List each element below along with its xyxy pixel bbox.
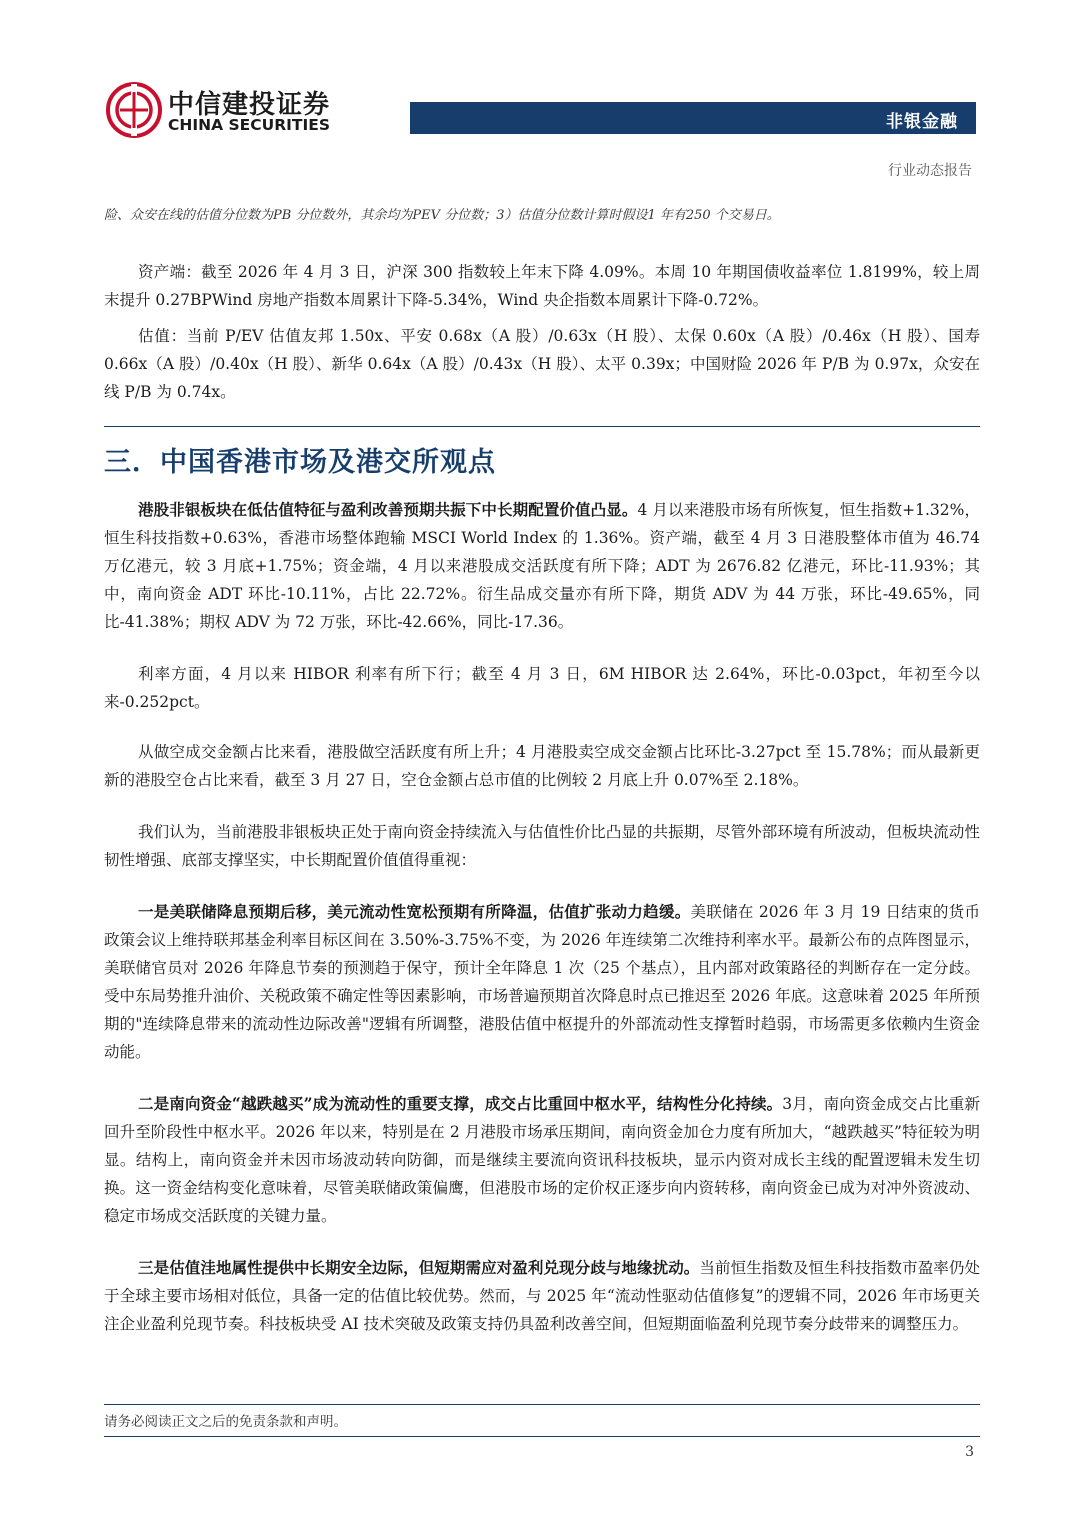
logo-chinese-name: 中信建投证券 [168,90,331,120]
page-number: 3 [965,1444,974,1460]
paragraph-3-body: 从做空成交金额占比来看，港股做空活跃度有所上升；4 月港股卖空成交金额占比环比-3.27pct 至 15.78%；而从最新更新的港股空仓占比来看，截至 3 月 27 日，空仓金额占总市值的比例较 2 月底上升 0.07%至 2.18%。 [104,743,980,789]
paragraph-6-body: 3月，南向资金成交占比重新回升至阶段性中枢水平。2026 年以来，特别是在 2 月港股市场承压期间，南向资金加仓力度有所加大，“越跌越买”特征较为明显。结构上，南向资金并未因市场波动转向防御，而是继续主要流向资讯科技板块，显示内资对成长主线的配置逻辑未发生切换。这一资金结构变化意味着，尽管美联储政策偏鹰，但港股市场的定价权正逐步向内资转移，南向资金已成为对冲外资波动、稳定市场成交活跃度的关键力量。 [104,1095,980,1225]
asset-paragraph [104,258,980,314]
section-paragraph-5 [104,898,980,1066]
footer-divider-bottom [104,1436,980,1437]
paragraph-7-body: 当前恒生指数及恒生科技指数市盈率仍处于全球主要市场相对低位，具备一定的估值比较优势。然而，与 2025 年“流动性驱动估值修复”的逻辑不同，2026 年市场更关注企业盈利兑现节奏。科技板块受 AI 技术突破及政策支持仍具盈利改善空间，但短期面临盈利兑现节奏分歧带来的调整压力。 [104,1259,980,1333]
sector-label: 非银金融 [886,112,958,132]
valuation-paragraph [104,322,980,406]
section-paragraph-1 [104,496,980,636]
footer-divider-top [104,1404,980,1405]
section-paragraph-7 [104,1254,980,1338]
paragraph-7-lead: 三是估值洼地属性提供中长期安全边际，但短期需应对盈利兑现分歧与地缘扰动。 [138,1258,700,1277]
paragraph-6-lead: 二是南向资金“越跌越买”成为流动性的重要支撑，成交占比重回中枢水平，结构性分化持续。 [138,1094,783,1113]
asset-lead: 资产端： [138,263,202,281]
section-title: 三．中国香港市场及港交所观点 [104,447,496,478]
valuation-lead: 估值： [138,327,187,345]
section-divider [104,426,980,427]
paragraph-2-body: 利率方面，4 月以来 HIBOR 利率有所下行；截至 4 月 3 日，6M HIBOR 达 2.64%，环比-0.03pct，年初至今以来-0.252pct。 [104,665,980,711]
citic-logo-icon [106,82,162,138]
company-logo [106,82,346,138]
disclaimer: 请务必阅读正文之后的免责条款和声明。 [104,1414,347,1430]
section-paragraph-4 [104,818,980,874]
section-paragraph-2 [104,660,980,716]
paragraph-5-body: 美联储在 2026 年 3 月 19 日结束的货币政策会议上维持联邦基金利率目标区间在 3.50%-3.75%不变，为 2026 年连续第二次维持利率水平。最新公布的点阵图显示，美联储官员对 2026 年降息节奏的预测趋于保守，预计全年降息 1 次（25 个基点），且内部对政策路径的判断存在一定分歧。受中东局势推升油价、关税政策不确定性等因素影响，市场普遍预期首次降息时点已推迟至 2026 年底。这意味着 2025 年所预期的"连续降息带来的流动性边际改善"逻辑有所调整，港股估值中枢提升的外部流动性支撑暂时趋弱，市场需更多依赖内生资金动能。 [104,903,980,1061]
table-note: 险、众安在线的估值分位数为PB 分位数外，其余均为PEV 分位数；3）估值分位数计算时假设1 年有250 个交易日。 [104,208,780,223]
section-paragraph-6 [104,1090,980,1230]
logo-english-name: CHINA SECURITIES [168,116,330,134]
section-paragraph-3 [104,738,980,794]
paragraph-5-lead: 一是美联储降息预期后移，美元流动性宽松预期有所降温，估值扩张动力趋缓。 [138,902,691,921]
valuation-body: 当前 P/EV 估值友邦 1.50x、平安 0.68x（A 股）/0.63x（H 股）、太保 0.60x（A 股）/0.46x（H 股）、国寿 0.66x（A 股）/0.40x（H 股）、新华 0.64x（A 股）/0.43x（H 股）、太平 0.39x；中国财险 2026 年 P/B 为 0.97x，众安在线 P/B 为 0.74x。 [104,327,980,401]
asset-body: 截至 2026 年 4 月 3 日，沪深 300 指数较上年末下降 4.09%。本周 10 年期国债收益率位 1.8199%，较上周末提升 0.27BPWind 房地产指数本周累计下降-5.34%，Wind 央企指数本周累计下降-0.72%。 [104,263,980,309]
report-type: 行业动态报告 [888,163,972,179]
paragraph-1-body: 4 月以来港股市场有所恢复，恒生指数+1.32%，恒生科技指数+0.63%，香港市场整体跑输 MSCI World Index 的 1.36%。资产端，截至 4 月 3 日港股整体市值为 46.74 万亿港元，较 3 月底+1.75%；资金端，4 月以来港股成交活跃度有所下降；ADT 为 2676.82 亿港元，环比-11.93%；其中，南向资金 ADT 环比-10.11%，占比 22.72%。衍生品成交量亦有所下降，期货 ADV 为 44 万张，环比-49.65%，同比-41.38%；期权 ADV 为 72 万张，环比-42.66%，同比-17.36。 [104,501,980,631]
paragraph-1-lead: 港股非银板块在低估值特征与盈利改善预期共振下中长期配置价值凸显。 [138,500,638,519]
paragraph-4-body: 我们认为，当前港股非银板块正处于南向资金持续流入与估值性价比凸显的共振期，尽管外部环境有所波动，但板块流动性韧性增强、底部支撑坚实，中长期配置价值值得重视： [104,823,980,869]
sector-banner [410,102,976,134]
